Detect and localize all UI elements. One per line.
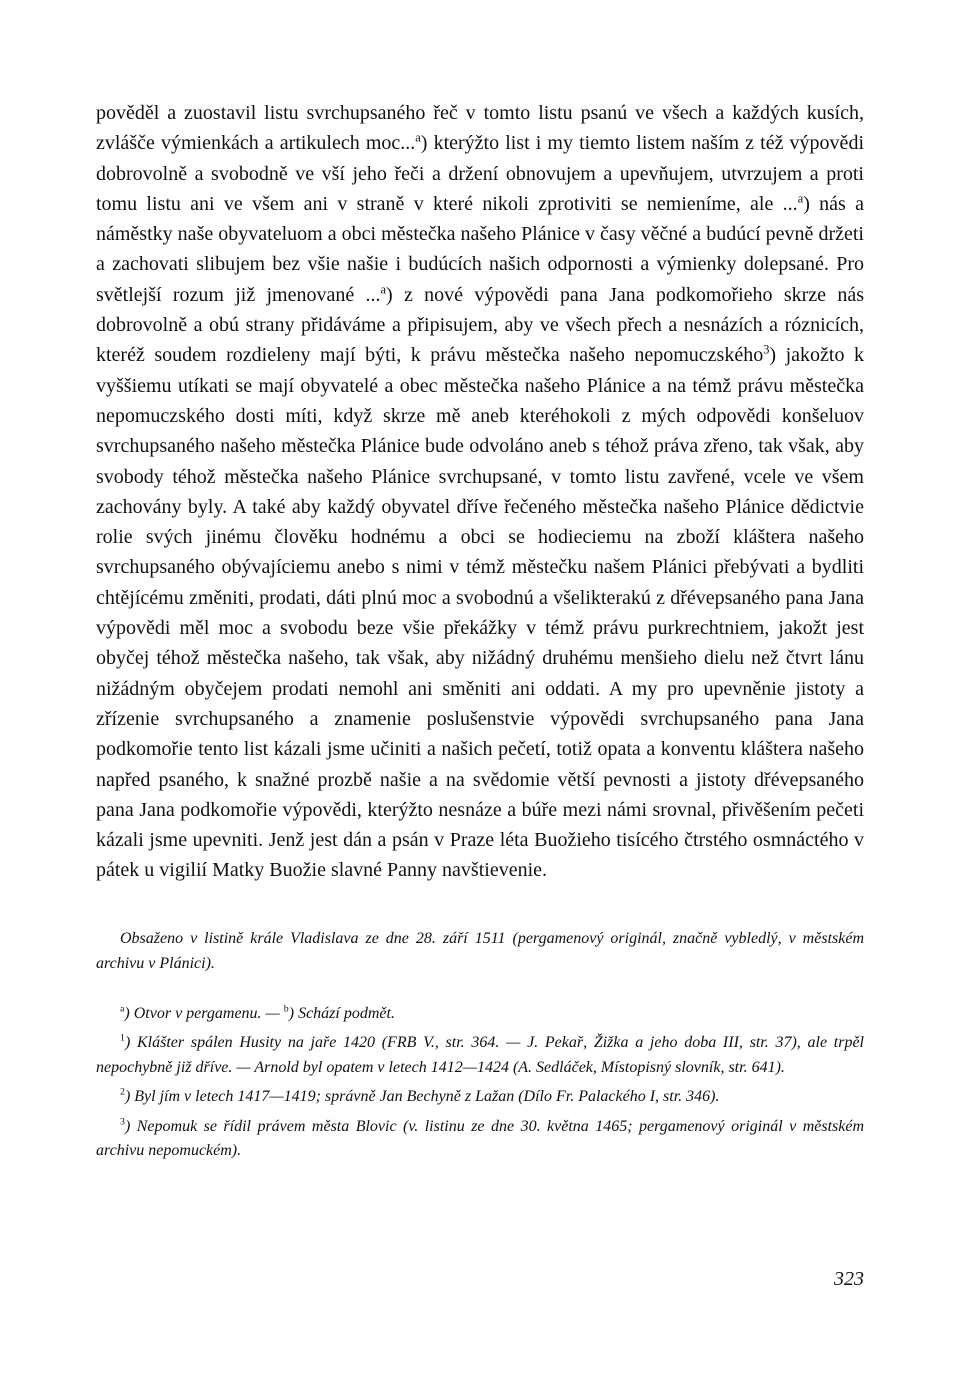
footnote-mark-3: 3 — [120, 1116, 125, 1128]
source-note: Obsaženo v listině krále Vladislava ze dne 28. září 1511 (pergamenový originál, značně vybledlý, v městském archivu v Plánici). — [96, 929, 864, 972]
footnote-mark-a: a — [120, 1003, 125, 1015]
document-page — [96, 98, 864, 1298]
footnote-mark-a: a — [797, 191, 804, 206]
main-text-part-1: pověděl a zuostavil listu svrchupsaného řeč v tomto listu psanú ve všech a každých kusích, zvlášče výmienkách a artikulech moc... — [96, 102, 864, 155]
footnote-ab — [96, 1002, 864, 1027]
footnote-mark-a: a — [380, 282, 387, 297]
footnote-mark-a: a — [415, 130, 421, 145]
footnote-mark-2: 2 — [120, 1086, 125, 1098]
footnotes — [96, 1002, 864, 1164]
footnote-mark-1: 1 — [120, 1032, 125, 1044]
footnote-a-text: ) Otvor v pergamenu. — — [124, 1004, 284, 1022]
footnote-3 — [96, 1115, 864, 1164]
footnote-2-text: ) Byl jím v letech 1417—1419; správně Jan Bechyně z Lažan (Dílo Fr. Palackého I, str. 346). — [124, 1088, 720, 1106]
footnote-1-text: ) Klášter spálen Husity na jaře 1420 (FRB V., str. 364. — J. Pekař, Žižka a jeho doba III, str. 37), ale trpěl nepochybně již dříve. — Arnold byl opatem v letech 1412—1424 (A. Sedláček, Místopisný slovník, str. 641). — [96, 1034, 864, 1076]
footnote-mark-b: b — [283, 1003, 289, 1015]
main-text — [96, 98, 864, 886]
main-text-part-4: ) z nové výpovědi pana Jana podkomořieho skrze nás dobrovolně a obú strany přidáváme a připisujem, aby ve všech přech a nesnázích a róznicích, kteréž soudem rozdieleny mají býti, k právu městečka našeho nepomuczského — [96, 283, 864, 367]
page-number: 323 — [834, 1268, 864, 1290]
footnote-1 — [96, 1031, 864, 1080]
footnote-2 — [96, 1085, 864, 1110]
footnote-3-text: ) Nepomuk se řídil právem města Blovic (v. listinu ze dne 30. května 1465; pergamenový originál v městském archivu nepomuckém). — [96, 1117, 864, 1160]
main-text-part-3: ) nás a náměstky naše obyvateluom a obci městečka našeho Plánice v časy věčné a budúcí pevně držeti a zachovati slibujem bez všie našie i budúcích našich odpornosti a výmienky dolepsané. Pro světlejší rozum již jmenované ... — [96, 192, 864, 306]
footnote-mark-3: 3 — [763, 342, 770, 357]
main-text-part-2: ) kterýžto list i my tiemto listem naším z též výpovědi dobrovolně a svobodně ve vší jeho řeči a držení obnovujem a upevňujem, utvrzujem a proti tomu listu ani ve všem ani v straně v které nikoli zprotiviti se nemieníme, ale ... — [96, 132, 864, 215]
footnote-b-text: ) Schází podmět. — [288, 1004, 395, 1022]
main-text-part-5: ) jakožto k vyššiemu utíkati se mají obyvatelé a obec městečka našeho Plánice a na témž právu městečka nepomuczského dosti míti, když skrze mě aneb kteréhokoli z mých odpovědi konšeluov svrchupsaného našeho městečka Plánice bude odvoláno aneb s téhož práva zřeno, tak však, aby svobody téhož městečka našeho Plánice svrchupsané, v tomto listu zavřené, vcele ve všem zachovány byly. A také aby každý obyvatel dříve řečeného městečka našeho Plánice dědictvie rolie svých jinému člověku hodnému a obci se hodieciemu na zboží kláštera našeho svrchupsaného obývajíciemu anebo s nimi v témž městečku našem Plánici přebývati a bydliti chtějícému změniti, prodati, dáti plnú moc a svobodnú a všelikterakú z dřévepsaného pana Jana výpovědi měl moc a svobodu beze všie překážky v témž právu purkrechtniem, jakožt jest obyčej téhož městečka našeho, tak však, aby nižádný druhému menšieho dielu než čtvrt lánu nižádným obyčejem prodati nemohl ani směniti ani oddati. A my pro upevněnie jistoty a zřízenie svrchupsaného a znamenie poslušenstvie výpovědi svrchupsaného pana Jana podkomořie tento list kázali jsme učiniti a našich pečetí, totiž opata a konventu kláštera našeho napřed psaného, k snažné prozbě našie a na svědomie větší pevnosti a jistoty dřévepsaného pana Jana podkomořie výpovědi, kterýžto nesnáze a búře mezi námi srovnal, přivěšením pečeti kázali jsme upevniti. Jenž jest dán a psán v Praze léta Buožieho tisícého čtrstého osmnáctého v pátek u vigilií Matky Buožie slavné Panny navštievenie. — [96, 344, 864, 882]
